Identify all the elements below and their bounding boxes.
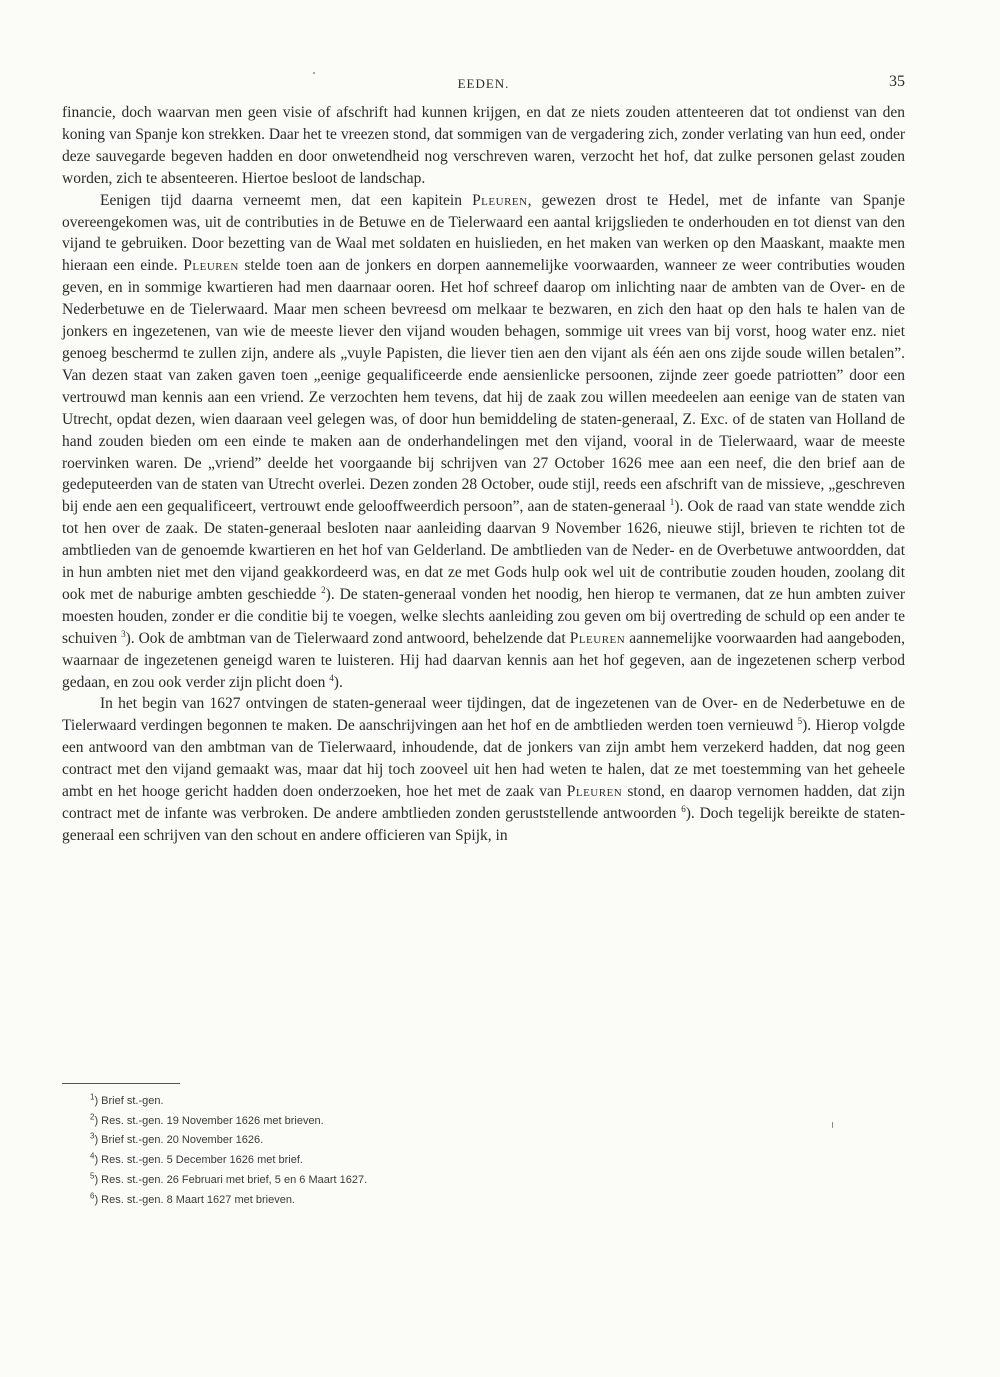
text-run: ).	[333, 673, 343, 691]
footnote-mark: 2	[90, 1112, 95, 1122]
text-run: aannemelijke voorwaarden had aangeboden, waarnaar de ingezetenen geneigd waren te luisteren. Hij had daarvan kennis aan het hof gegeven, aan de ingezetenen scherp verbod gedaan, en zou ook verder zijn plicht doen	[62, 629, 905, 691]
name-pleuren: Pleuren	[472, 191, 528, 209]
paper-speck	[832, 1122, 833, 1128]
text-run: stelde toen aan de jonkers en dorpen aannemelijke voorwaarden, wanneer ze weer contributies wouden geven, en in sommige kwartieren had men daarnaar ooren. Het hof schreef daarop om inlichting naar de ambten van de Over- en de Nederbetuwe en de Tielerwaard. Maar men scheen bevreesd om melkaar te bezwaren, en zich den haat op den hals te halen van de jonkers en ingezetenen, van wie de meeste liever den vijand wouden behagen, sommige uit vrees van bij vorst, hoog water enz. niet genoeg beschermd te zullen zijn, andere als „vuyle Papisten, die liever tien aen den vijant als één aen ons zijde soude willen betalen”. Van dezen staat van zaken gaven toen „eenige gequalificeerde ende aensienlicke persoonen, zijnde zeer goede patriotten” door een vertrouwd man kennis aan een vriend. Ze verzochten hem tevens, dat hij de zaak zou willen meedeelen aan eenige van de staten van Utrecht, opdat dezen, wien daaraan veel gelegen was, of door hun bemiddeling de staten-generaal, Z. Exc. of de staten van Holland de hand zouden bieden om een einde te maken aan de onderhandelingen met den vijand, vooral in de Tielerwaard, waar de meeste roervinken waren. De „vriend” deelde het voorgaande bij schrijven van 27 October 1626 mee aan een neef, die den brief aan de gedeputeerden van de staten van Utrecht overlei. Dezen zonden 28 October, oude stijl, reeds een afschrift van de missieve, „geschreven bij ende aen een gequalificeert, vertrouwt ende gelooffweerdich persoon”, aan de staten-generaal	[62, 257, 905, 516]
running-title: EEDEN.	[457, 76, 510, 91]
footnote	[90, 1112, 790, 1132]
text-run: ). Hierop volgde een antwoord van den ambtman van de Tielerwaard, inhoudende, dat de jonkers van zijn ambt hem verzekerd hadden, dat nog geen contract met den vijand gemaakt was, maar dat hij toch zooveel uit hen had weten te halen, dat ze met toestemming van het geheele ambt en het hooge gericht hadden doen onderzoeken, hoe het met de zaak van	[62, 717, 906, 801]
footnote-ref: 2	[321, 584, 326, 595]
paragraph-3	[62, 693, 905, 846]
text-run: ). Ook de raad van state wendde zich tot hen over de zaak. De staten-generaal besloten naar aanleiding daarvan 9 November 1626, nieuwe stijl, brieven te richten tot de ambtlieden van de genoemde kwartieren en het hof van Gelderland. De ambtlieden van de Neder- en de Overbetuwe antwoordden, dat in hun ambten niet met den vijand geakkordeerd was, en dat ze met Gods hulp ook wel uit de contributie zouden houden, zoolang dit ook met de naburige ambten geschiedde	[62, 498, 905, 603]
footnote-mark: 5	[90, 1171, 95, 1181]
footnote-ref: 3	[121, 628, 126, 639]
text-run: ). Ook de ambtman van de Tielerwaard zond antwoord, behelzende dat	[125, 629, 570, 647]
text-run: Eenigen tijd daarna verneemt men, dat een kapitein	[100, 191, 473, 209]
text-run: ). Doch tegelijk bereikte de staten-generaal een schrijven van den schout en andere officieren van Spijk, in	[62, 805, 905, 844]
footnote-text: ) Brief st.-gen. 20 November 1626.	[94, 1134, 264, 1147]
footnote-mark: 3	[90, 1131, 95, 1141]
text-run: stond, en daarop vernomen hadden, dat zijn contract met de infante was verbroken. De andere ambtlieden zonden geruststellende antwoorden	[62, 783, 906, 822]
footnote-text: ) Brief st.-gen.	[94, 1095, 164, 1107]
text-run: , gewezen drost te Hedel, met de infante van Spanje overeengekomen was, uit de contributies in de Betuwe en de Tielerwaard een aantal krijgslieden te onderhouden en tot dienst van den vijand te gebruiken. Door bezetting van de Waal met soldaten en huislieden, en het maken van werken op den Maaskant, maakte men hieraan een einde.	[62, 191, 905, 275]
footnote-ref: 4	[329, 672, 334, 683]
footnotes	[90, 1092, 790, 1210]
body-text	[62, 102, 905, 847]
footnote-mark: 4	[90, 1151, 95, 1161]
paragraph-2	[62, 190, 905, 694]
footnote-ref: 5	[797, 716, 803, 727]
footnote-text: ) Res. st.-gen. 26 Februari met brief, 5 en 6 Maart 1627.	[94, 1173, 368, 1186]
paragraph-1: financie, doch waarvan men geen visie of afschrift had kunnen krijgen, en dat ze niets zouden attenteeren dat tot ondienst van den koning van Spanje kon strekken. Daar het te vreezen stond, dat sommigen van de vergadering zich, zonder verlating van hun eed, onder deze sauvegarde begeven hadden en door onwetendheid nog verschreven waren, verzocht het hof, dat zulke personen gelast zouden worden, zich te absenteeren. Hiertoe besloot de landschap.	[62, 104, 905, 187]
footnote	[90, 1191, 790, 1211]
footnote-text: ) Res. st.-gen. 5 December 1626 met brief.	[94, 1154, 303, 1167]
paper-speck	[313, 72, 315, 74]
footnote-text: ) Res. st.-gen. 8 Maart 1627 met brieven.	[94, 1193, 295, 1206]
name-pleuren: Pleuren	[566, 783, 623, 801]
page-number: 35	[889, 73, 905, 90]
footnote	[90, 1171, 790, 1191]
footnote	[90, 1151, 790, 1171]
name-pleuren: Pleuren	[183, 257, 239, 275]
footnote-divider	[62, 1083, 180, 1084]
footnote-mark: 1	[90, 1092, 95, 1102]
footnote	[90, 1131, 790, 1151]
footnote-ref: 6	[681, 803, 686, 814]
text-run: In het begin van 1627 ontvingen de staten-generaal weer tijdingen, dat de ingezetenen van de Over- en de Nederbetuwe en de Tielerwaard verdingen begonnen te maken. De aanschrijvingen aan het hof en de ambtlieden werden toen vernieuwd	[62, 695, 905, 735]
text-run: ). De staten-generaal vonden het noodig, hen hierop te vermanen, dat ze hun ambten zuiver moesten houden, zonder er die conditie bij te voegen, welke slechts aanleiding zou geven om bij overtreding de schuld op een ander te schuiven	[62, 585, 905, 647]
name-pleuren: Pleuren	[569, 629, 626, 647]
footnote-ref: 1	[669, 497, 675, 508]
footnote-text: ) Res. st.-gen. 19 November 1626 met brieven.	[94, 1114, 324, 1127]
footnote-mark: 6	[90, 1190, 95, 1200]
footnote	[90, 1092, 790, 1112]
